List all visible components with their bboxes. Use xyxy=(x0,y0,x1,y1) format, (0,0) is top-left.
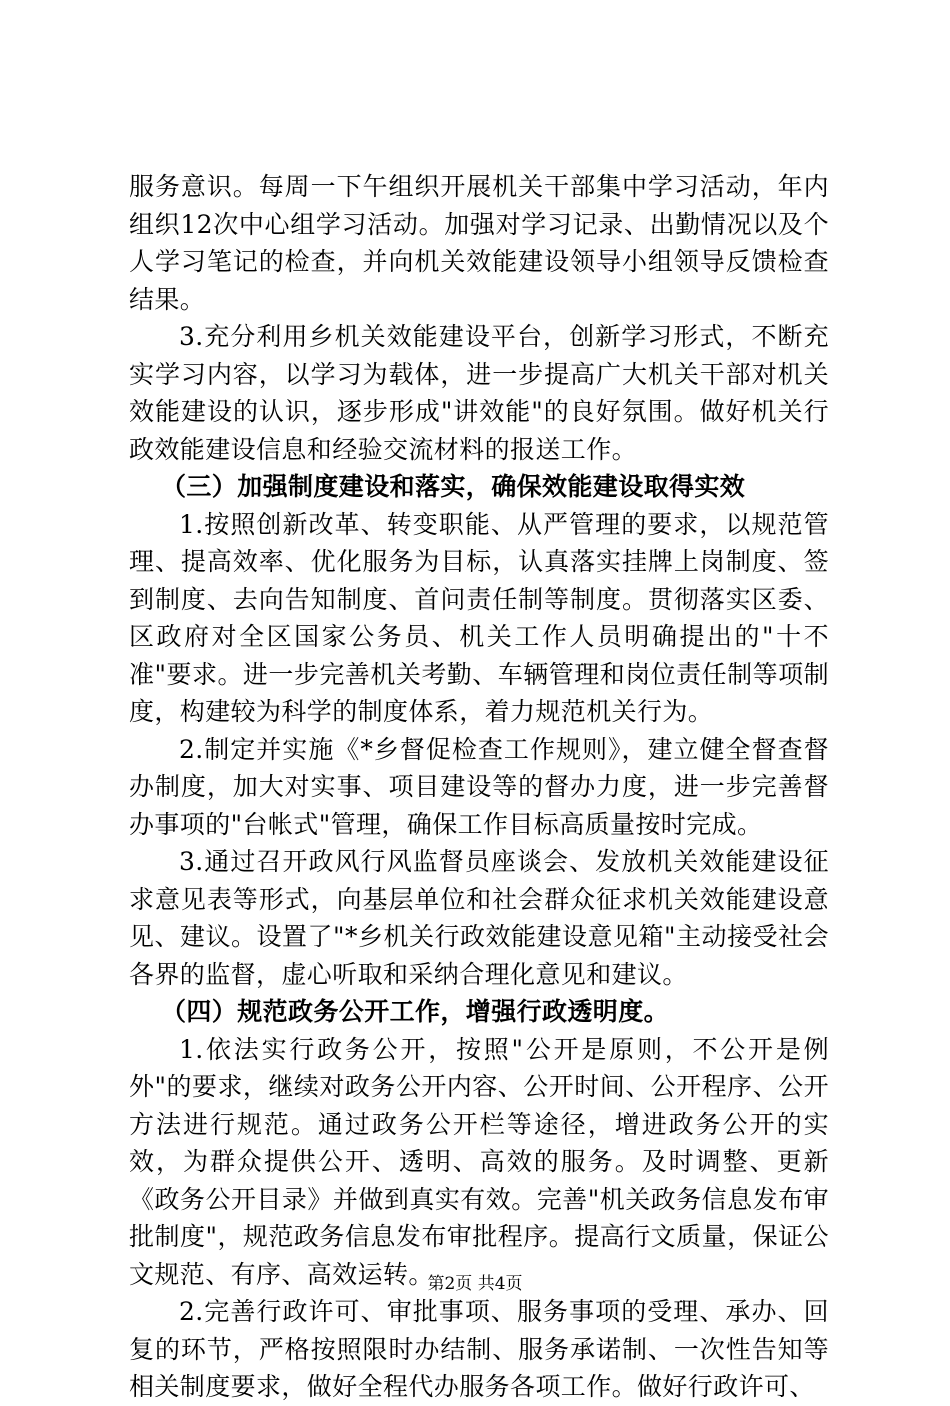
paragraph-item-1-system: 1.按照创新改革、转变职能、从严管理的要求，以规范管理、提高效率、优化服务为目标，认真落实挂牌上岗制度、签到制度、去向告知制度、首问责任制等制度。贯彻落实区委、区政府对全区国家公务员、机关工作人员明确提出的"十不准"要求。进一步完善机关考勤、车辆管理和岗位责任制等项制度，构建较为科学的制度体系，着力规范机关行为。 xyxy=(129,509,829,726)
paragraph-item-2-supervision: 2.制定并实施《*乡督促检查工作规则》，建立健全督查督办制度，加大对实事、项目建设等的督办力度，进一步完善督办事项的"台帐式"管理，确保工作目标高质量按时完成。 xyxy=(129,734,829,839)
paragraph-item-1-openness: 1.依法实行政务公开，按照"公开是原则，不公开是例外"的要求，继续对政务公开内容、公开时间、公开程序、公开方法进行规范。通过政务公开栏等途径，增进政务公开的实效，为群众提供公开、透明、高效的服务。及时调整、更新《政务公开目录》并做到真实有效。完善"机关政务信息发布审批制度"，规范政务信息发布审批程序。提高行文质量，保证公文规范、有序、高效运转。 xyxy=(129,1034,829,1289)
section-heading-3: （三）加强制度建设和落实，确保效能建设取得实效 xyxy=(161,472,746,501)
document-body xyxy=(129,168,829,1406)
paragraph-item-3-feedback: 3.通过召开政风行风监督员座谈会、发放机关效能建设征求意见表等形式，向基层单位和社会群众征求机关效能建设意见、建议。设置了"*乡机关行政效能建设意见箱"主动接受社会各界的监督，虚心听取和采纳合理化意见和建议。 xyxy=(129,847,829,989)
section-heading-4: （四）规范政务公开工作，增强行政透明度。 xyxy=(161,997,670,1026)
page-number-footer: 第2页 共4页 xyxy=(427,1274,523,1294)
paragraph-item-2-licensing: 2.完善行政许可、审批事项、服务事项的受理、承办、回复的环节，严格按照限时办结制、服务承诺制、一次性告知等相关制度要求，做好全程代办服务各项工作。做好行政许可、 xyxy=(129,1297,829,1401)
paragraph-item-3-study: 3.充分利用乡机关效能建设平台，创新学习形式，不断充实学习内容，以学习为载体，进一步提高广大机关干部对机关效能建设的认识，逐步形成"讲效能"的良好氛围。做好机关行政效能建设信息和经验交流材料的报送工作。 xyxy=(129,322,829,464)
paragraph-continuation: 服务意识。每周一下午组织开展机关干部集中学习活动，年内组织12次中心组学习活动。加强对学习记录、出勤情况以及个人学习笔记的检查，并向机关效能建设领导小组领导反馈检查结果。 xyxy=(129,172,829,314)
